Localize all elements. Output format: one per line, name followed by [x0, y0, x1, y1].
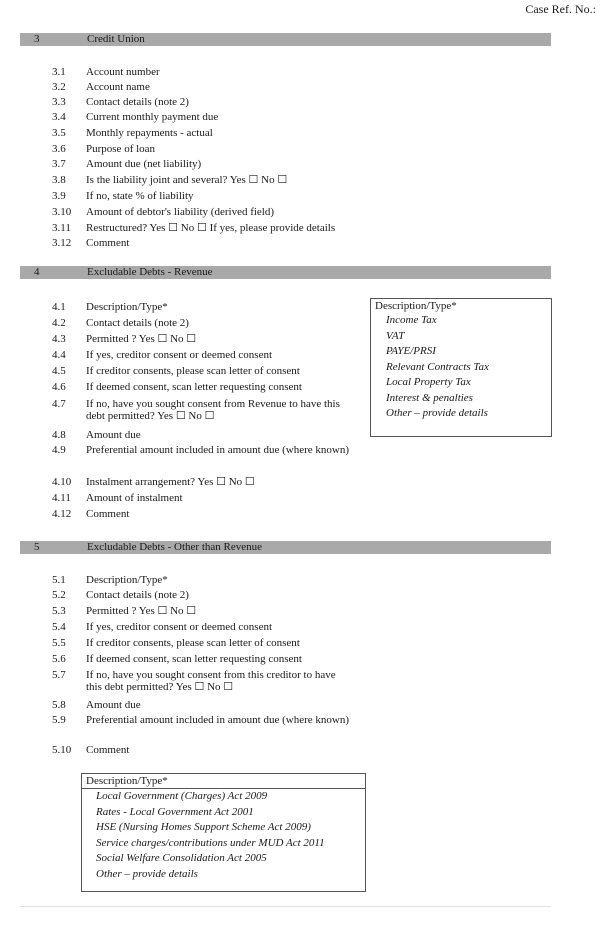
box-option: Local Government (Charges) Act 2009	[96, 790, 268, 802]
section-title: Excludable Debts - Other than Revenue	[87, 541, 263, 553]
item-text: Monthly repayments - actual	[86, 127, 213, 139]
item-number: 4.12	[52, 508, 72, 520]
box-option: Social Welfare Consolidation Act 2005	[96, 852, 267, 864]
item-number: 4.8	[52, 429, 66, 441]
item-text: Is the liability joint and several? Yes ☐ No ☐	[86, 174, 288, 186]
item-number: 5.6	[52, 653, 66, 665]
item-number: 3.3	[52, 96, 66, 108]
item-text: Comment	[86, 744, 130, 756]
item-number: 3.9	[52, 190, 66, 202]
box-option: Relevant Contracts Tax	[386, 360, 489, 373]
box-option: Interest & penalties	[386, 391, 473, 404]
item-text: Description/Type*	[86, 574, 168, 586]
item-text: Current monthly payment due	[86, 111, 219, 123]
item-text: Amount of debtor's liability (derived field)	[86, 206, 275, 218]
item-number: 5.5	[52, 637, 66, 649]
item-text: Comment	[86, 508, 130, 520]
item-text: If no, state % of liability	[86, 190, 194, 202]
item-number: 3.6	[52, 143, 66, 155]
item-number: 3.1	[52, 66, 66, 78]
box-header: Description/Type*	[82, 774, 365, 789]
item-text: If deemed consent, scan letter requesting consent	[86, 653, 302, 665]
item-number: 3.10	[52, 206, 72, 218]
item-number: 5.9	[52, 714, 66, 726]
item-number: 3.4	[52, 111, 66, 123]
box-option: Service charges/contributions under MUD Act 2011	[96, 836, 325, 849]
item-text: Preferential amount included in amount due (where known)	[86, 714, 350, 726]
item-text: Description/Type*	[86, 301, 168, 313]
box-option: Income Tax	[386, 314, 437, 326]
item-text: If no, have you sought consent from this creditor to have this debt permitted? Yes ☐ No ☐	[86, 669, 336, 693]
item-text: If no, have you sought consent from Revenue to have this debt permitted? Yes ☐ No ☐	[86, 398, 340, 422]
item-text: Contact details (note 2)	[86, 589, 189, 601]
item-number: 5.10	[52, 744, 72, 756]
box-option: VAT	[386, 329, 405, 342]
section-4-header	[20, 266, 551, 279]
item-text: Account name	[86, 81, 150, 93]
item-number: 5.4	[52, 621, 66, 633]
item-text: Preferential amount included in amount due (where known)	[86, 444, 350, 456]
section-title: Credit Union	[87, 33, 145, 45]
item-text: If deemed consent, scan letter requesting consent	[86, 381, 302, 393]
section-number: 4	[34, 266, 40, 278]
item-text: Purpose of loan	[86, 143, 156, 155]
item-number: 3.2	[52, 81, 66, 93]
item-number: 4.5	[52, 365, 66, 377]
item-number: 5.7	[52, 669, 66, 681]
revenue-description-type-box	[370, 298, 552, 437]
item-number: 4.1	[52, 301, 66, 313]
item-text: Amount due	[86, 429, 141, 441]
box-header: Description/Type*	[375, 300, 457, 312]
item-text: Contact details (note 2)	[86, 317, 189, 329]
item-text: Instalment arrangement? Yes ☐ No ☐	[86, 476, 255, 488]
item-text: Amount due	[86, 699, 141, 711]
item-number: 3.7	[52, 158, 66, 170]
item-number: 5.3	[52, 605, 66, 617]
section-number: 3	[34, 33, 40, 45]
item-number: 4.2	[52, 317, 66, 329]
item-number: 4.7	[52, 398, 66, 410]
box-option: Other – provide details	[96, 867, 198, 880]
item-text: Contact details (note 2)	[86, 96, 189, 108]
item-text: If creditor consents, please scan letter of consent	[86, 365, 300, 377]
page-divider	[20, 906, 551, 907]
item-number: 4.4	[52, 349, 66, 361]
item-number: 5.2	[52, 589, 66, 601]
box-option: Rates - Local Government Act 2001	[96, 805, 254, 818]
item-number: 4.11	[52, 492, 71, 504]
box-option: Other – provide details	[386, 407, 488, 419]
other-description-type-box	[81, 773, 366, 892]
item-number: 3.12	[52, 237, 72, 249]
item-text: If yes, creditor consent or deemed consent	[86, 621, 273, 633]
box-option: PAYE/PRSI	[386, 345, 436, 357]
item-number: 4.9	[52, 444, 66, 456]
item-number: 4.3	[52, 333, 66, 345]
case-ref-label: Case Ref. No.:	[525, 2, 596, 16]
item-text: Permitted ? Yes ☐ No ☐	[86, 605, 197, 617]
item-text: Account number	[86, 66, 160, 78]
item-number: 3.11	[52, 222, 71, 234]
item-number: 4.6	[52, 381, 66, 393]
box-option: Local Property Tax	[386, 376, 471, 388]
item-text: If creditor consents, please scan letter of consent	[86, 637, 300, 649]
item-text: Restructured? Yes ☐ No ☐ If yes, please provide details	[86, 222, 336, 234]
box-option: HSE (Nursing Homes Support Scheme Act 2009)	[96, 821, 311, 833]
item-text: If yes, creditor consent or deemed consent	[86, 349, 273, 361]
section-number: 5	[34, 541, 40, 553]
item-number: 3.8	[52, 174, 66, 186]
item-text: Permitted ? Yes ☐ No ☐	[86, 333, 197, 345]
item-number: 5.1	[52, 574, 66, 586]
section-title: Excludable Debts - Revenue	[87, 266, 213, 278]
section-3-header	[20, 33, 551, 46]
item-number: 3.5	[52, 127, 66, 139]
item-text: Comment	[86, 237, 130, 249]
item-text: Amount due (net liability)	[86, 158, 202, 170]
item-number: 5.8	[52, 699, 66, 711]
item-number: 4.10	[52, 476, 72, 488]
section-5-header	[20, 541, 551, 554]
item-text: Amount of instalment	[86, 492, 183, 504]
